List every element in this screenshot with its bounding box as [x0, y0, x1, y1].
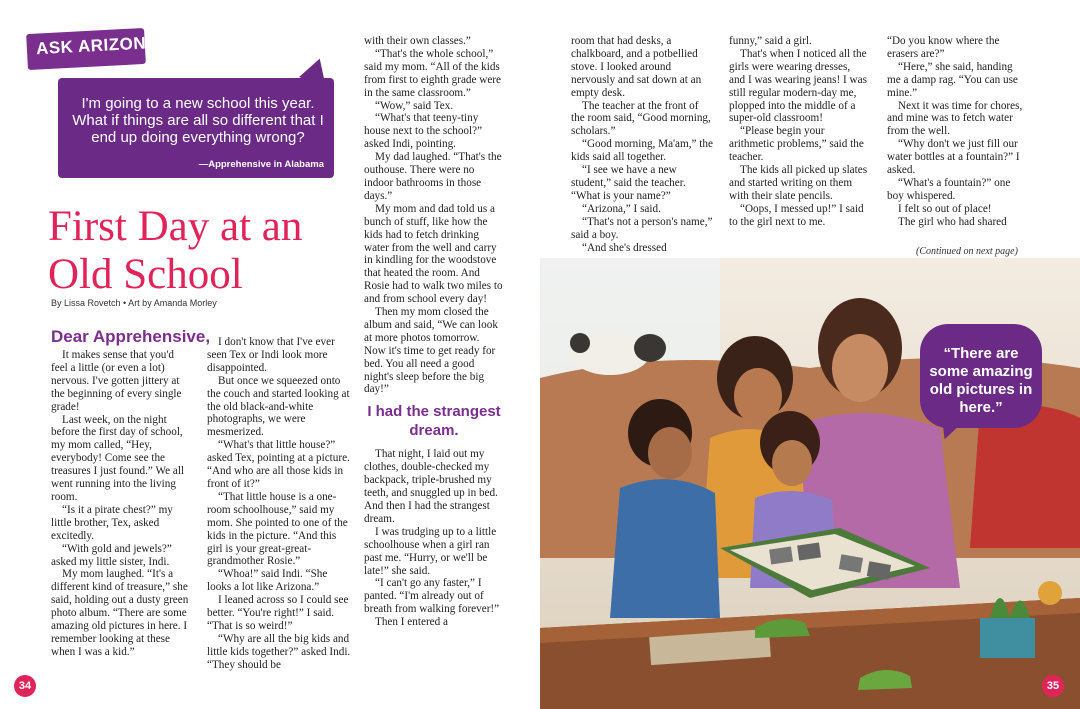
- paragraph: “That's the whole school,” said my mom. “All of the kids from first to eighth grade were in the same classroom.”: [364, 47, 501, 99]
- reader-signature: —Apprehensive in Alabama: [198, 159, 324, 170]
- paragraph: Next it was time for chores, and mine was to fetch water from the well.: [887, 99, 1023, 138]
- paragraph: “I can't go any faster,” I panted. “I'm already out of breath from walking forever!”: [364, 577, 500, 616]
- paragraph: Last week, on the night before the first day of school, my mom called, “Hey, everybody! Come see the treasures I just found.” We all went running into the living room.: [51, 413, 185, 503]
- paragraph: “Why are all the big kids and little kids together?” asked Indi. “They should be: [207, 632, 351, 671]
- paragraph: My dad laughed. “That's the outhouse. There were no indoor bathrooms in those days.”: [364, 151, 502, 202]
- section-tag: ASK ARIZONA: [35, 32, 160, 59]
- paragraph: “What's a fountain?” one boy whispered.: [887, 176, 1011, 202]
- byline: By Lissa Rovetch • Art by Amanda Morley: [51, 298, 217, 308]
- paragraph: My mom and dad told us a bunch of stuff, like how the kids had to fetch drinking water from the well and carry in kindling for the woodstove that heated the room. And Rosie had to walk two miles to and from school every day!: [364, 202, 503, 306]
- paragraph: I felt so out of place!: [898, 202, 992, 215]
- paragraph: “Arizona,” I said.: [582, 202, 661, 215]
- reader-question: I'm going to a new school this year. What if things are all so different that I end up doing everything wrong?: [72, 95, 324, 146]
- page-number-left: 34: [14, 675, 36, 697]
- article-title: First Day at an Old School: [48, 203, 303, 298]
- paragraph: I leaned across so I could see better. “You're right!” I said. “That is so weird!”: [207, 594, 349, 632]
- paragraph: The girl who had shared: [898, 215, 1007, 228]
- salutation: Dear Apprehensive,: [51, 327, 211, 346]
- paragraph: “What's that little house?” asked Tex, pointing at a picture. “And who are all those kids in front of it?”: [207, 439, 350, 490]
- paragraph: “With gold and jewels?” asked my little sister, Indi.: [51, 542, 172, 568]
- paragraph: I don't know that I've ever seen Tex or Indi look more disappointed.: [207, 336, 335, 374]
- paragraph: That night, I laid out my clothes, double-checked my backpack, triple-brushed my teeth, and snuggled up in bed. And then I had the strangest dream.: [364, 448, 498, 525]
- text-column-3: [364, 35, 504, 629]
- paragraph: with their own classes.”: [364, 35, 471, 47]
- paragraph: “Is it a pirate chest?” my little brother, Tex, asked excitedly.: [51, 503, 173, 542]
- paragraph: That's when I noticed all the girls were wearing dresses, and I was wearing jeans! I was still regular modern-day me, plopped into the middle of a super-old classroom!: [729, 47, 867, 125]
- page-number-right: 35: [1042, 675, 1064, 697]
- paragraph: “Good morning, Ma'am,” the kids said all together.: [571, 138, 713, 164]
- text-column-2: [207, 336, 351, 672]
- paragraph: “Here,” she said, handing me a damp rag. “You can use mine.”: [887, 60, 1018, 99]
- paragraph: Then I entered a: [375, 616, 448, 629]
- paragraph: “I see we have a new student,” said the teacher. “What is your name?”: [571, 164, 686, 202]
- paragraph: “Wow,” said Tex.: [375, 99, 454, 112]
- continued-note: (Continued on next page): [916, 246, 1018, 257]
- paragraph: “Oops, I messed up!” I said to the girl next to me.: [729, 202, 864, 228]
- callout-quote: “There are some amazing old pictures in here.”: [929, 345, 1033, 416]
- subheading: I had the strangest dream.: [367, 403, 501, 440]
- paragraph: room that had desks, a chalkboard, and a potbellied stove. I looked around nervously and sat down at an empty desk.: [571, 35, 702, 99]
- paragraph: The kids all picked up slates and started writing on them with their slate pencils.: [729, 164, 868, 202]
- text-column-1: [51, 349, 191, 659]
- text-column-6: [887, 35, 1027, 229]
- paragraph: The teacher at the front of the room said, “Good morning, scholars.”: [571, 99, 711, 138]
- paragraph: funny,” said a girl.: [729, 35, 812, 47]
- paragraph: “What's that teeny-tiny house next to the school?” asked Indi, pointing.: [364, 112, 483, 151]
- paragraph: I was trudging up to a little schoolhouse when a girl ran past me. “Hurry, or we'll be late!” she said.: [364, 525, 497, 577]
- text-column-4: [571, 35, 713, 254]
- paragraph: “Whoa!” said Indi. “She looks a lot like Arizona.”: [207, 568, 328, 594]
- paragraph: “That little house is a one-room schoolhouse,” said my mom. She pointed to one of the kids in the picture. “And this girl is your great-great-grandmother Rosie.”: [207, 490, 348, 568]
- paragraph: “Please begin your arithmetic problems,” said the teacher.: [729, 125, 864, 164]
- paragraph: “Do you know where the erasers are?”: [887, 35, 1000, 60]
- text-column-5: [729, 35, 869, 229]
- paragraph: But once we squeezed onto the couch and started looking at the old black-and-white photographs, we were mesmerized.: [207, 374, 350, 439]
- paragraph: “Why don't we just fill our water bottles at a fountain?” I asked.: [887, 138, 1020, 177]
- paragraph: “That's not a person's name,” said a boy.: [571, 215, 713, 241]
- paragraph: “And she's dressed: [582, 241, 667, 254]
- paragraph: It makes sense that you'd feel a little (or even a lot) nervous. I've gotten jittery at the beginning of every single grade!: [51, 349, 182, 413]
- paragraph: My mom laughed. “It's a different kind of treasure,” she said, holding out a dusty green photo album. “There are some amazing old pictures in here. I remember looking at these when I was a kid.”: [51, 568, 189, 658]
- paragraph: Then my mom closed the album and said, “We can look at more photos tomorrow. Now it's time to get ready for bed. You all need a good night's sleep before the big day!”: [364, 306, 498, 396]
